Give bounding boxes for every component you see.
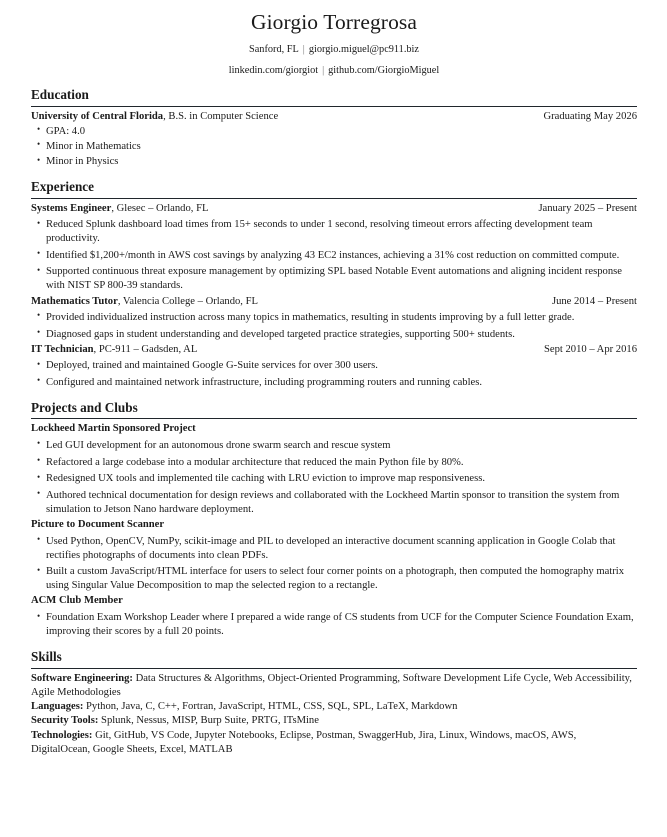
job-date: Sept 2010 – Apr 2016: [544, 343, 637, 355]
experience-entry: [31, 343, 637, 357]
experience-bullets: [31, 359, 637, 390]
section-heading-skills: Skills: [31, 649, 62, 665]
section-projects: [31, 401, 637, 639]
list-item: • Redesigned UX tools and implemented tile caching with LRU eviction to improve map responsiveness.: [31, 472, 637, 486]
list-item: • GPA: 4.0: [31, 125, 637, 139]
experience-entry-left: [31, 295, 258, 309]
section-divider: [31, 668, 637, 669]
project-bullets: [31, 535, 637, 594]
project-name: Picture to Document Scanner: [31, 518, 165, 530]
job-company: , PC-911 – Gadsden, AL: [93, 343, 198, 355]
project-name: Lockheed Martin Sponsored Project: [31, 423, 196, 435]
section-divider: [31, 106, 637, 107]
contact-line-primary: [31, 44, 637, 56]
experience-bullets: [31, 311, 637, 342]
project-name: ACM Club Member: [31, 595, 123, 607]
skill-value: Data Structures & Algorithms, Object-Oriented Programming, Software Development Life Cycle, Web Accessibility, Agile Methodologies: [31, 672, 632, 698]
contact-line-secondary: [31, 65, 637, 77]
section-divider: [31, 418, 637, 419]
list-item: • Reduced Splunk dashboard load times from 15+ seconds to under 1 second, resolving timeout errors affecting development team productivity.: [31, 218, 637, 246]
degree-text: , B.S. in Computer Science: [163, 110, 279, 122]
project-bullets: [31, 611, 637, 639]
skill-label: Languages:: [31, 700, 84, 712]
section-education: [31, 88, 637, 169]
list-item: • Led GUI development for an autonomous drone swarm search and rescue system: [31, 439, 637, 453]
list-item: • Deployed, trained and maintained Google G-Suite services for over 300 users.: [31, 359, 637, 373]
skill-row-technologies: [31, 729, 637, 757]
list-item: • Supported continuous threat exposure management by optimizing SPL based Notable Event automations and aligning incident response with NIST SP 800-39 standards.: [31, 265, 637, 293]
education-bullets: [31, 125, 637, 169]
email-link[interactable]: giorgio.miguel@pc911.biz: [308, 43, 419, 55]
list-item: • Refactored a large codebase into a modular architecture that reduced the main Python file by 80%.: [31, 456, 637, 470]
education-entry-left: [31, 110, 278, 124]
job-title: Systems Engineer: [31, 202, 112, 214]
job-title: IT Technician: [31, 343, 94, 355]
section-heading-education: Education: [31, 87, 89, 103]
section-skills: [31, 650, 637, 756]
experience-entry: [31, 295, 637, 309]
list-item: • Used Python, OpenCV, NumPy, scikit-image and PIL to developed an interactive document scanning application in Google Colab that rectifies photographs of documents into clean PDFs.: [31, 535, 637, 563]
contact-separator: |: [302, 43, 305, 55]
github-link[interactable]: github.com/GiorgioMiguel: [328, 65, 440, 77]
skill-value: Splunk, Nessus, MISP, Burp Suite, PRTG, ITsMine: [98, 715, 319, 727]
experience-entry-left: [31, 202, 208, 216]
section-heading-experience: Experience: [31, 179, 94, 195]
school-name: University of Central Florida: [31, 110, 164, 122]
section-divider: [31, 198, 637, 199]
list-item: • Diagnosed gaps in student understanding and developed targeted practice strategies, supporting 500+ students.: [31, 328, 637, 342]
list-item: • Provided individualized instruction across many topics in mathematics, resulting in students improving by a full letter grade.: [31, 311, 637, 325]
job-title: Mathematics Tutor: [31, 295, 118, 307]
resume-header: [31, 10, 637, 77]
location-text: Sanford, FL: [249, 43, 299, 55]
skill-row-languages: [31, 700, 637, 714]
list-item: • Minor in Physics: [31, 155, 637, 169]
section-experience: [31, 180, 637, 390]
skill-label: Software Engineering:: [31, 672, 133, 684]
list-item: • Configured and maintained network infrastructure, including programming routers and running cables.: [31, 376, 637, 390]
skill-value: Python, Java, C, C++, Fortran, JavaScript, HTML, CSS, SQL, SPL, LaTeX, Markdown: [83, 700, 458, 712]
candidate-name: Giorgio Torregrosa: [250, 10, 418, 34]
list-item: • Foundation Exam Workshop Leader where I prepared a wide range of CS students from UCF for the Computer Science Foundation Exam, improving their scores by a full 20 points.: [31, 611, 637, 639]
list-item: • Built a custom JavaScript/HTML interface for users to select four corner points on a photograph, then computed the homography matrix using Singular Value Decomposition to map the selected region to a rectangle.: [31, 565, 637, 593]
education-entry: [31, 110, 637, 124]
skill-label: Technologies:: [31, 729, 93, 741]
experience-entry-left: [31, 343, 197, 357]
skill-row-software-engineering: [31, 672, 637, 700]
job-company: , Glesec – Orlando, FL: [111, 202, 209, 214]
job-company: , Valencia College – Orlando, FL: [117, 295, 258, 307]
skill-row-security-tools: [31, 714, 637, 728]
job-date: January 2025 – Present: [538, 202, 637, 214]
list-item: • Authored technical documentation for design reviews and collaborated with the Lockheed Martin sponsor to transition the system from simulation to Jetson Nano hardware deployment.: [31, 489, 637, 517]
job-date: June 2014 – Present: [551, 295, 637, 307]
contact-separator: |: [322, 65, 325, 77]
linkedin-link[interactable]: linkedin.com/giorgiot: [228, 65, 319, 77]
education-date: Graduating May 2026: [543, 110, 637, 122]
experience-entry: [31, 202, 637, 216]
experience-bullets: [31, 218, 637, 293]
list-item: • Identified $1,200+/month in AWS cost savings by analyzing 43 EC2 instances, achieving a 31% cost reduction on committed compute.: [31, 249, 637, 263]
list-item: • Minor in Mathematics: [31, 140, 637, 154]
section-heading-projects: Projects and Clubs: [31, 399, 138, 415]
skill-label: Security Tools:: [31, 715, 99, 727]
skill-value: Git, GitHub, VS Code, Jupyter Notebooks, Eclipse, Postman, SwaggerHub, Jira, Linux, Windows, macOS, AWS, DigitalOcean, Google Sheets, Excel, MATLAB: [31, 729, 577, 755]
project-bullets: [31, 439, 637, 517]
